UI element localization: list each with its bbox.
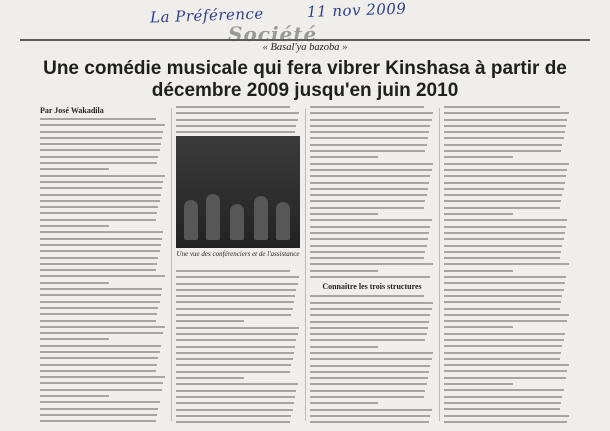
text-line: [310, 308, 432, 310]
text-line: [176, 131, 295, 133]
text-line: [310, 226, 430, 228]
text-line: [444, 131, 565, 133]
text-line: [176, 125, 296, 127]
text-line: [176, 320, 244, 322]
text-line: [444, 408, 560, 410]
text-line: [40, 181, 163, 183]
text-line: [40, 156, 158, 158]
text-line: [310, 245, 427, 247]
photo-figure: [206, 194, 220, 240]
text-line: [40, 124, 165, 126]
text-line: [444, 314, 569, 316]
text-line: [444, 257, 560, 259]
text-line: [40, 225, 109, 227]
text-line: [40, 401, 160, 403]
text-line: [310, 219, 432, 221]
text-line: [310, 270, 378, 272]
text-line: [444, 238, 564, 240]
text-line: [40, 395, 109, 397]
text-line: [444, 169, 567, 171]
text-line: [40, 351, 160, 353]
text-line: [310, 263, 433, 265]
text-line: [176, 289, 296, 291]
text-line: [310, 144, 427, 146]
photo-figure: [184, 200, 198, 240]
text-line: [310, 352, 433, 354]
text-line: [176, 327, 299, 329]
text-line: [310, 302, 433, 304]
text-line: [40, 332, 163, 334]
text-line: [40, 320, 156, 322]
text-line: [310, 232, 429, 234]
text-line: [444, 137, 564, 139]
text-line: [444, 333, 565, 335]
text-line: [40, 187, 162, 189]
text-line: [444, 144, 562, 146]
column-3-text-bottom: [310, 295, 434, 425]
text-line: [310, 402, 378, 404]
text-line: [40, 389, 162, 391]
article-photo: [176, 136, 300, 248]
article-byline: Par José Wakadila: [40, 106, 104, 115]
text-line: [40, 275, 165, 277]
text-line: [310, 238, 428, 240]
text-line: [444, 207, 560, 209]
column-3-text-top: [310, 106, 434, 278]
text-line: [444, 226, 566, 228]
text-line: [310, 257, 424, 259]
text-line: [444, 326, 513, 328]
text-line: [40, 414, 157, 416]
text-line: [40, 238, 162, 240]
column-1: [40, 106, 166, 425]
text-line: [176, 308, 293, 310]
text-line: [176, 421, 290, 423]
text-line: [310, 163, 433, 165]
text-line: [40, 269, 156, 271]
text-line: [444, 282, 565, 284]
text-line: [310, 251, 425, 253]
text-line: [444, 352, 561, 354]
text-line: [176, 396, 295, 398]
column-divider: [439, 108, 440, 421]
text-line: [310, 321, 429, 323]
text-line: [40, 200, 160, 202]
text-line: [444, 119, 567, 121]
text-line: [40, 219, 156, 221]
text-line: [444, 358, 560, 360]
text-line: [40, 420, 156, 422]
text-line: [176, 409, 293, 411]
text-line: [176, 270, 290, 272]
text-line: [176, 106, 290, 108]
handwritten-date: 11 nov 2009: [306, 0, 407, 21]
column-3: [310, 106, 434, 425]
text-line: [176, 358, 293, 360]
text-line: [310, 333, 427, 335]
text-line: [444, 194, 562, 196]
text-line: [444, 213, 513, 215]
text-line: [444, 106, 560, 108]
text-line: [310, 365, 430, 367]
text-line: [444, 200, 561, 202]
text-line: [310, 421, 429, 423]
handwritten-paper-name: La Préférence: [149, 4, 265, 27]
text-line: [444, 421, 567, 423]
text-line: [444, 364, 569, 366]
text-line: [176, 283, 298, 285]
text-line: [40, 288, 162, 290]
text-line: [310, 200, 425, 202]
text-line: [310, 371, 429, 373]
text-line: [40, 282, 109, 284]
text-line: [444, 156, 513, 158]
section-subhead: Connaître les trois structures: [322, 282, 422, 292]
text-line: [310, 383, 427, 385]
text-line: [176, 377, 244, 379]
text-line: [310, 131, 429, 133]
column-4-text: [444, 106, 570, 425]
column-2-top-text: [176, 106, 300, 133]
text-line: [310, 339, 425, 341]
text-line: [444, 415, 569, 417]
text-line: [176, 390, 296, 392]
column-2-bottom-text: [176, 270, 300, 425]
text-line: [444, 182, 565, 184]
text-line: [40, 263, 157, 265]
text-line: [310, 409, 432, 411]
text-line: [176, 371, 290, 373]
text-line: [176, 295, 295, 297]
column-2-top: [176, 106, 300, 134]
text-line: [310, 358, 432, 360]
text-line: [310, 295, 424, 297]
photo-caption: Une vue des conférenciers et de l'assistance: [176, 250, 300, 258]
text-line: [40, 376, 165, 378]
text-line: [176, 333, 298, 335]
text-line: [444, 251, 561, 253]
text-line: [40, 313, 157, 315]
column-2-bottom: [176, 270, 300, 425]
text-line: [310, 390, 425, 392]
text-line: [176, 339, 296, 341]
text-line: [40, 118, 156, 120]
text-line: [444, 150, 561, 152]
text-line: [310, 415, 430, 417]
text-line: [444, 188, 564, 190]
text-line: [176, 352, 294, 354]
text-line: [444, 125, 566, 127]
text-line: [40, 143, 161, 145]
text-line: [310, 169, 432, 171]
text-line: [40, 131, 163, 133]
text-line: [310, 327, 428, 329]
text-line: [40, 307, 158, 309]
text-line: [40, 370, 156, 372]
column-4: [444, 106, 570, 425]
text-line: [310, 125, 430, 127]
text-line: [310, 137, 428, 139]
text-line: [40, 364, 157, 366]
text-line: [40, 250, 160, 252]
text-line: [310, 150, 425, 152]
text-line: [310, 188, 428, 190]
text-line: [40, 257, 158, 259]
section-label: Société: [228, 22, 318, 46]
text-line: [176, 383, 298, 385]
text-line: [310, 119, 432, 121]
photo-figure: [254, 196, 268, 240]
text-line: [444, 175, 566, 177]
text-line: [40, 408, 158, 410]
text-line: [444, 389, 564, 391]
text-line: [444, 295, 562, 297]
text-line: [40, 231, 163, 233]
text-line: [40, 206, 158, 208]
text-line: [444, 396, 562, 398]
header-rule: [20, 39, 590, 41]
text-line: [444, 112, 569, 114]
text-line: [176, 402, 294, 404]
text-line: [444, 232, 565, 234]
text-line: [176, 346, 295, 348]
text-line: [444, 339, 564, 341]
text-line: [444, 345, 562, 347]
text-line: [40, 168, 109, 170]
text-line: [176, 314, 291, 316]
text-line: [310, 106, 424, 108]
text-line: [176, 276, 299, 278]
text-line: [310, 314, 430, 316]
text-line: [176, 415, 291, 417]
text-line: [40, 137, 162, 139]
text-line: [444, 163, 569, 165]
text-line: [176, 364, 291, 366]
text-line: [444, 301, 561, 303]
text-line: [444, 289, 564, 291]
text-line: [40, 338, 109, 340]
text-line: [444, 377, 566, 379]
text-line: [40, 244, 161, 246]
text-line: [310, 207, 424, 209]
text-line: [40, 294, 161, 296]
text-line: [310, 346, 378, 348]
photo-figure: [276, 202, 290, 240]
text-line: [40, 212, 157, 214]
text-line: [444, 308, 560, 310]
text-line: [40, 345, 161, 347]
text-line: [444, 320, 567, 322]
text-line: [310, 182, 429, 184]
text-line: [40, 162, 157, 164]
text-line: [40, 175, 165, 177]
text-line: [310, 396, 424, 398]
photo-figure: [230, 204, 244, 240]
text-line: [310, 175, 430, 177]
column-divider: [305, 108, 306, 421]
text-line: [40, 357, 158, 359]
text-line: [310, 194, 427, 196]
text-line: [444, 370, 567, 372]
article-kicker: « Basal'ya bazoba »: [262, 42, 348, 53]
text-line: [40, 301, 160, 303]
text-line: [176, 301, 294, 303]
text-line: [444, 245, 562, 247]
text-line: [310, 377, 428, 379]
text-line: [444, 263, 569, 265]
text-line: [40, 326, 165, 328]
text-line: [310, 156, 378, 158]
text-line: [176, 112, 299, 114]
text-line: [444, 276, 566, 278]
text-line: [176, 119, 298, 121]
text-line: [444, 383, 513, 385]
text-line: [444, 270, 513, 272]
text-line: [310, 213, 378, 215]
column-1-text: [40, 118, 166, 425]
text-line: [444, 219, 567, 221]
text-line: [310, 112, 433, 114]
text-line: [40, 382, 163, 384]
article-headline: Une comédie musicale qui fera vibrer Kinshasa à partir de décembre 2009 jusqu'en juin 2010: [43, 58, 567, 101]
column-divider: [171, 108, 172, 421]
text-line: [40, 194, 161, 196]
text-line: [444, 402, 561, 404]
text-line: [310, 276, 430, 278]
text-line: [40, 149, 160, 151]
